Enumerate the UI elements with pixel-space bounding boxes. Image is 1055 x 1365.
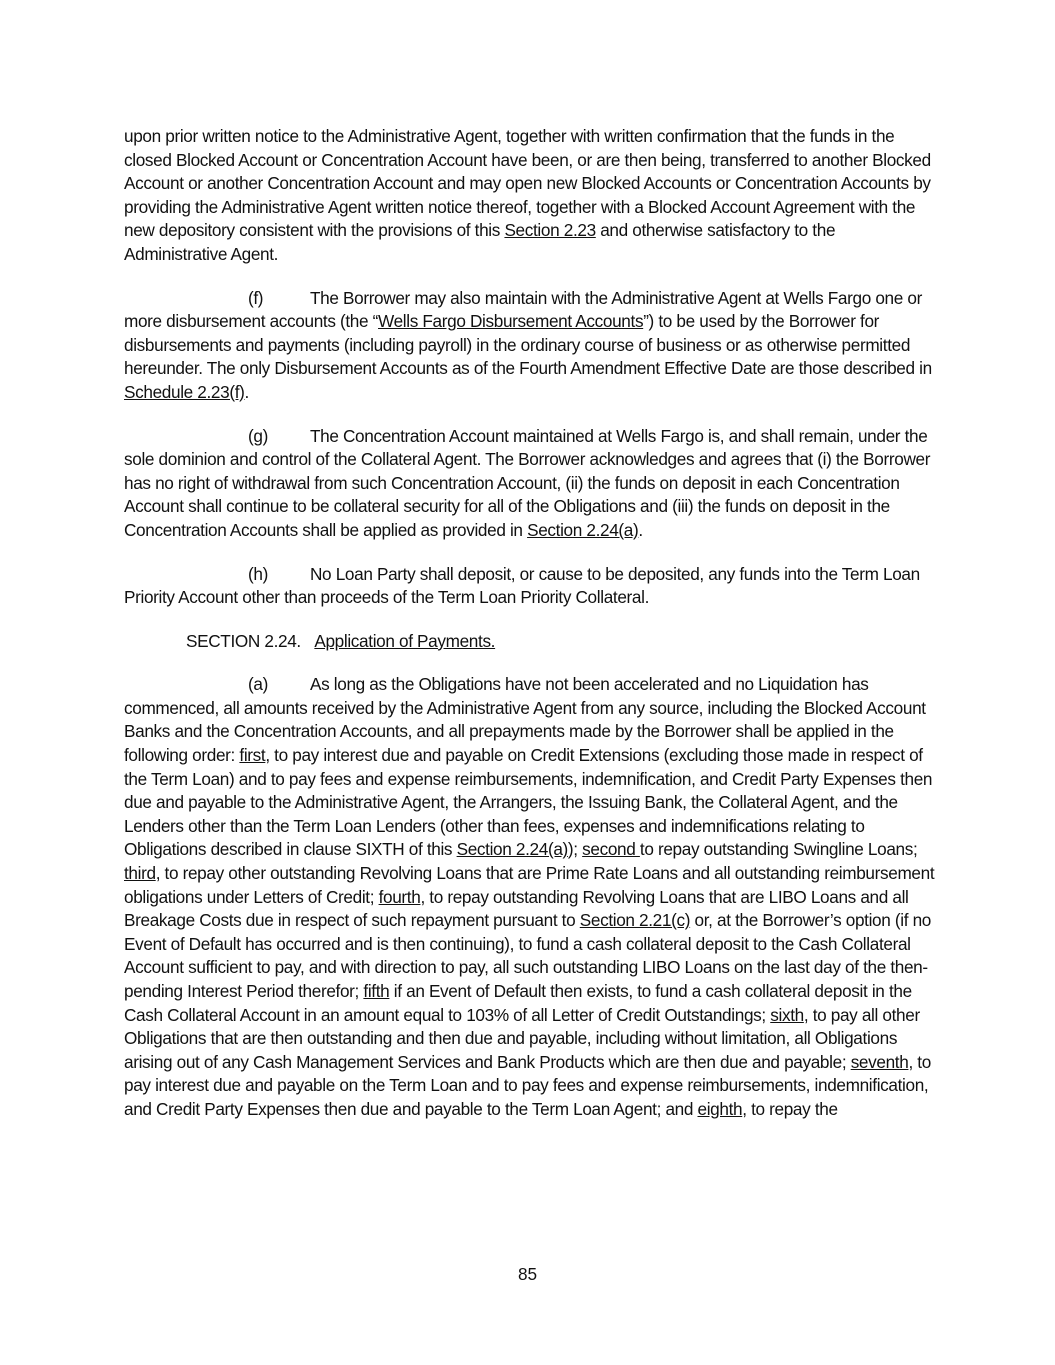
paragraph-2-23-e-continued [124, 125, 936, 267]
clause-marker: (a) [248, 674, 268, 695]
section-2-23-reference: Section 2.23 [504, 220, 596, 241]
section-reference: Section 2.24(a) [527, 519, 639, 540]
order-term-third: third [124, 863, 156, 884]
text-run: , to repay outstanding Revolving Loans that are LIBO Loans and all Breakage Costs due in respect of such repayment pursuant to [124, 886, 909, 931]
defined-term: Wells Fargo Disbursement Accounts [378, 311, 644, 332]
text-run: ”) to be used by the Borrower for disbursements and payments (including payroll) in the ordinary course of business or as otherwise permitted hereunder. The only Disbursement Accounts as of the Fourth Amendment Effective Date are those described in [124, 311, 932, 379]
text-run: , to repay other outstanding Revolving Loans that are Prime Rate Loans and all outstanding reimbursement obligations under Letters of Credit; [124, 863, 935, 907]
clause-marker: (h) [248, 563, 268, 584]
text-run: The Concentration Account maintained at Wells Fargo is, and shall remain, under the sole dominion and control of the Collateral Agent. The Borrower acknowledges and agrees that (i) the Borrower has no right of withdrawal from such Concentration Account, (ii) the funds on deposit in each Concentration Account shall continue to be collateral security for all of the Obligations and (iii) the funds on deposit in the Concentration Accounts shall be applied as provided in [124, 425, 931, 540]
page-number: 85 [517, 1264, 538, 1284]
order-term-fifth: fifth [363, 981, 390, 1001]
order-term-second: second [582, 839, 640, 860]
paragraph-2-24-a [124, 673, 936, 1121]
text-run: or, at the Borrower’s option (if no Event of Default has occurred and is then continuing), to fund a cash collateral deposit to the Cash Collateral Account sufficient to pay, and with direction to pay, all such outstanding LIBO Loans on the last day of the then-pending Interest Period therefor; [124, 910, 931, 1001]
text-run: , to pay all other Obligations that are then outstanding and then due and payable, including without limitation, all Obligations arising out of any Cash Management Services and Bank Products which are then due and payable; [124, 1004, 920, 1072]
order-term-sixth: sixth [770, 1004, 804, 1025]
section-reference: Section 2.21(c) [579, 910, 691, 931]
section-reference: Section 2.24(a) [456, 839, 568, 860]
order-term-fourth: fourth [378, 886, 421, 907]
section-number: SECTION 2.24. [186, 630, 301, 651]
section-heading [186, 630, 936, 654]
text-run: No Loan Party shall deposit, or cause to be deposited, any funds into the Term Loan Priority Account other than proceeds of the Term Loan Priority Collateral. [124, 563, 920, 608]
order-term-first: first [239, 745, 266, 766]
text-run: The Borrower may also maintain with the Administrative Agent at Wells Fargo one or more disbursement accounts (the “ [124, 287, 922, 332]
text-run: ); [567, 839, 583, 860]
paragraph-2-23-f [124, 287, 936, 405]
text-run: , to pay interest due and payable on the Term Loan and to pay fees and expense reimbursements, indemnification, and Credit Party Expenses then due and payable to the Term Loan Agent; and [124, 1051, 931, 1119]
text-run: if an Event of Default then exists, to fund a cash collateral deposit in the Cash Collateral Account in an amount equal to 103% of all Letter of Credit Outstandings; [124, 981, 912, 1025]
document-body [124, 125, 936, 1142]
text-run: upon prior written notice to the Administrative Agent, together with written confirmation that the funds in the closed Blocked Account or Concentration Account have been, or are then being, transferred to another Blocked Account or another Concentration Account and may open new Blocked Accounts or Concentration Accounts by providing the Administrative Agent written notice thereof, together with a Blocked Account Agreement with the new depository consistent with the provisions of this [124, 126, 931, 241]
schedule-reference: Schedule 2.23(f) [124, 381, 245, 402]
order-term-eighth: eighth [697, 1098, 743, 1119]
clause-marker: (g) [248, 425, 268, 446]
text-run: . [244, 381, 249, 402]
order-term-seventh: seventh [850, 1051, 909, 1072]
text-run: to repay outstanding Swingline Loans; [639, 839, 918, 860]
clause-marker: (f) [248, 287, 264, 308]
section-title: Application of Payments. [314, 630, 496, 651]
text-run: . [638, 519, 643, 540]
text-run: and otherwise satisfactory to the Administrative Agent. [124, 220, 836, 264]
text-run: , to repay the [742, 1098, 838, 1119]
text-run: , to pay interest due and payable on Credit Extensions (excluding those made in respect of the Term Loan) and to pay fees and expense reimbursements, indemnification, and Credit Party Expenses then due and payable to the Administrative Agent, the Arrangers, the Issuing Bank, the Collateral Agent, and the Lenders other than the Term Loan Lenders (other than fees, expenses and indemnifications relating to Obligations described in clause SIXTH of this [124, 745, 933, 860]
text-run: As long as the Obligations have not been accelerated and no Liquidation has commenced, all amounts received by the Administrative Agent from any source, including the Blocked Account Banks and the Concentration Accounts, and all prepayments made by the Borrower shall be applied in the following order: [124, 674, 926, 766]
paragraph-2-23-g [124, 425, 936, 543]
paragraph-2-23-h [124, 563, 936, 610]
